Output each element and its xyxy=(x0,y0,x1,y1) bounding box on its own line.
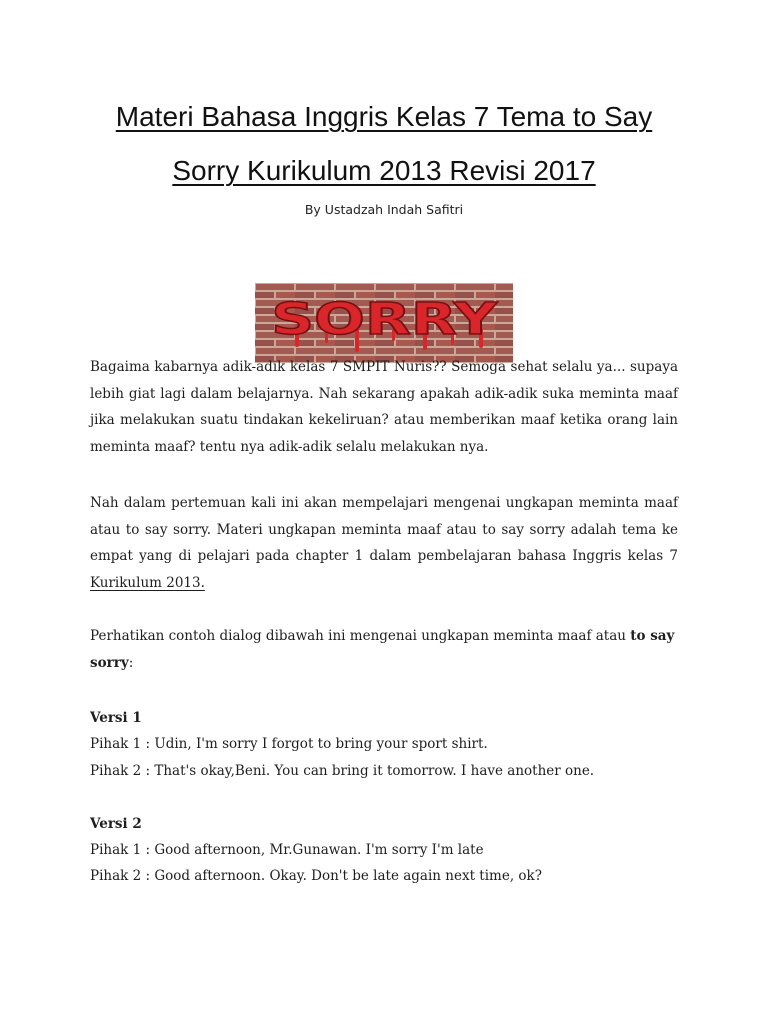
paragraph-greeting: Bagaima kabarnya adik-adik kelas 7 SMPIT Nuris?? Semoga sehat selalu ya... supaya lebih giat lagi dalam belajarnya. Nah sekarang apakah adik-adik suka meminta maaf jika melakukan suatu tindakan kekeliruan? atau memberikan maaf ketika orang lain meminta maaf? tentu nya adik-adik selalu melakukan nya. xyxy=(90,359,678,455)
kurikulum-2013-link[interactable]: Kurikulum 2013. xyxy=(90,574,205,591)
title-line-1: Materi Bahasa Inggris Kelas 7 Tema to Say xyxy=(115,101,653,132)
paragraph-intro-text: Nah dalam pertemuan kali ini akan mempelajari mengenai ungkapan meminta maaf atau to say sorry. Materi ungkapan meminta maaf atau to say sorry adalah tema ke empat yang di pelajari pada chapter 1 dalam pembelajaran bahasa Inggris kelas 7 xyxy=(90,495,678,564)
versi-1-line-2: Pihak 2 : That's okay,Beni. You can bring it tomorrow. I have another one. xyxy=(90,763,595,779)
versi-2-line-1: Pihak 1 : Good afternoon, Mr.Gunawan. I'm sorry I'm late xyxy=(90,842,484,858)
versi-1-heading: Versi 1 xyxy=(90,710,142,726)
banner-word: SORRY xyxy=(271,294,499,345)
paragraph-instruction xyxy=(90,623,678,676)
sorry-banner-image xyxy=(255,283,513,363)
instruction-colon: : xyxy=(128,654,134,671)
page-title xyxy=(40,90,728,198)
author-byline: By Ustadzah Indah Safitri xyxy=(304,202,464,217)
versi-2-heading: Versi 2 xyxy=(90,816,142,832)
versi-1-line-1: Pihak 1 : Udin, I'm sorry I forgot to bring your sport shirt. xyxy=(90,736,488,752)
versi-2-line-2: Pihak 2 : Good afternoon. Okay. Don't be late again next time, ok? xyxy=(90,868,542,884)
title-line-2: Sorry Kurikulum 2013 Revisi 2017 xyxy=(172,155,596,186)
instruction-text: Perhatikan contoh dialog dibawah ini mengenai ungkapan meminta maaf atau xyxy=(90,628,631,644)
paragraph-intro xyxy=(90,490,678,596)
instruction-bold: to say sorry xyxy=(90,628,675,671)
